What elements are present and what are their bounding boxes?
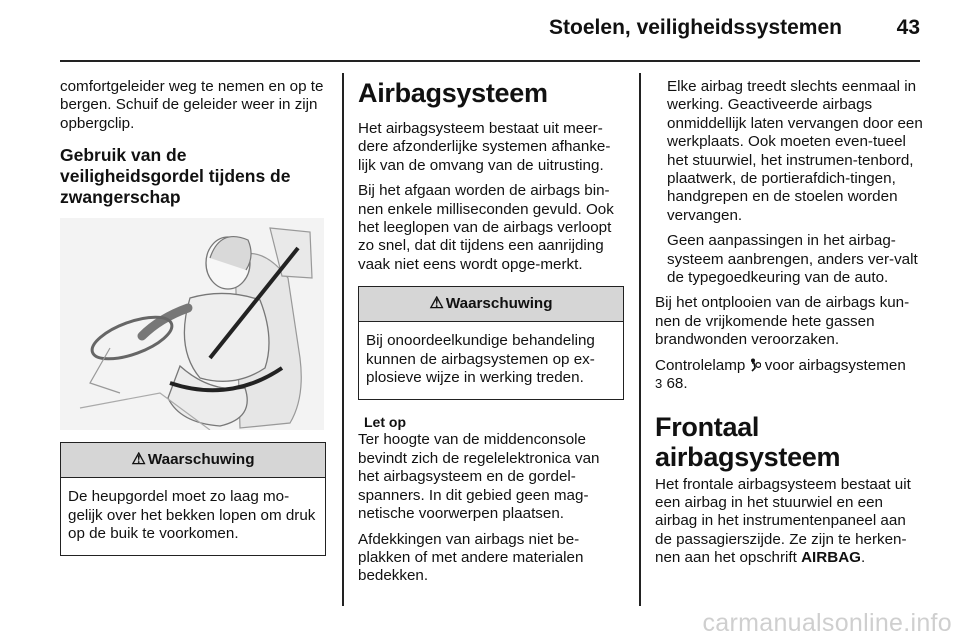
- warning-triangle-icon: ⚠: [131, 451, 146, 469]
- col3-paragraph-4-end: .: [861, 549, 866, 567]
- page-number: 43: [896, 16, 920, 39]
- airbag-label: AIRBAG: [801, 549, 861, 567]
- column-2: [358, 78, 624, 593]
- col3-paragraph-2: Geen aanpassingen in het airbag-systeem aanbrengen, anders ver-valt de typegoedkeuring van de auto.: [667, 232, 918, 287]
- page-reference[interactable]: 68.: [666, 375, 688, 393]
- column-3: [655, 78, 925, 575]
- page-title: Stoelen, veiligheidssystemen: [549, 16, 842, 39]
- col3-paragraph-4: [655, 476, 925, 568]
- column-divider-1: [342, 73, 344, 606]
- page-reference-icon: 3: [655, 376, 663, 392]
- col2-paragraph-1: Het airbagsysteem bestaat uit meer-dere afzonderlijke systemen afhanke-lijk van de omvang van de uitrusting.: [358, 120, 611, 174]
- col2-paragraph-2: Bij het afgaan worden de airbags bin-nen enkele milliseconden gevuld. Ook het leeglopen van de airbags verloopt zo snel, dat dit tijdens een aanrijding vaak niet eens wordt opge-merkt.: [358, 182, 614, 273]
- warning-triangle-icon: ⚠: [429, 295, 444, 313]
- control-lamp-label: Controlelamp: [655, 356, 746, 374]
- col2-warning-box: [358, 286, 624, 400]
- header-rule: [60, 60, 920, 62]
- note-label: Let op: [364, 414, 406, 431]
- col3-paragraph-1: Elke airbag treedt slechts eenmaal in werking. Geactiveerde airbags onmiddellijk laten vervangen door een werkplaats. Ook moeten even-tueel het stuurwiel, het instrumen-tenbord, plaatwerk, de portierafdich-tingen, handgrepen en de stoelen worden vervangen.: [667, 78, 923, 224]
- col1-warning-header: [61, 443, 325, 478]
- column-divider-2: [639, 73, 641, 606]
- col2-heading: Airbagsysteem: [358, 78, 548, 108]
- note-paragraph-1: Ter hoogte van de middenconsole bevindt zich de regelelektronica van het airbagsysteem en de gordel-spanners. In dit gebied geen mag-netische voorwerpen plaatsen.: [358, 431, 600, 523]
- column-1: [60, 78, 326, 570]
- pregnant-seatbelt-illustration: [60, 218, 324, 430]
- col3-paragraph-4-text: Het frontale airbagsysteem bestaat uit een airbag in het stuurwiel en een airbag in het instrumentenpaneel aan de passagierszijde. Ze zijn te herken-nen aan het opschrift: [655, 475, 911, 567]
- col2-warning-text: Bij onoordeelkundige behandeling kunnen de airbagsystemen op ex-plosieve wijze in werking treden.: [366, 332, 595, 387]
- illustration-drawing: [60, 218, 324, 430]
- col1-warning-text: De heupgordel moet zo laag mo-gelijk over het bekken lopen om druk op de buik te voorkomen.: [68, 488, 316, 543]
- airbag-lamp-icon: [750, 357, 765, 374]
- col1-warning-title: Waarschuwing: [147, 451, 255, 469]
- col3-control-lamp: [655, 357, 925, 394]
- col3-paragraph-3: Bij het ontplooien van de airbags kun-nen de vrijkomende hete gassen brandwonden veroorzaken.: [655, 294, 910, 349]
- page-header: [0, 0, 960, 60]
- col1-intro: comfortgeleider weg te nemen en op te bergen. Schuif de geleider weer in zijn opbergclip.: [60, 78, 324, 132]
- note-paragraph-2: Afdekkingen van airbags niet be-plakken of met andere materialen bedekken.: [358, 530, 584, 585]
- control-lamp-suffix: voor airbagsystemen: [764, 356, 906, 374]
- col1-warning-box: [60, 442, 326, 556]
- col2-warning-title: Waarschuwing: [445, 295, 553, 313]
- watermark: carmanualsonline.info: [702, 609, 952, 637]
- col2-warning-header: [359, 287, 623, 322]
- col3-heading: Frontaal airbagsysteem: [655, 411, 841, 472]
- col1-heading: Gebruik van de veiligheidsgordel tijdens de zwangerschap: [60, 145, 291, 208]
